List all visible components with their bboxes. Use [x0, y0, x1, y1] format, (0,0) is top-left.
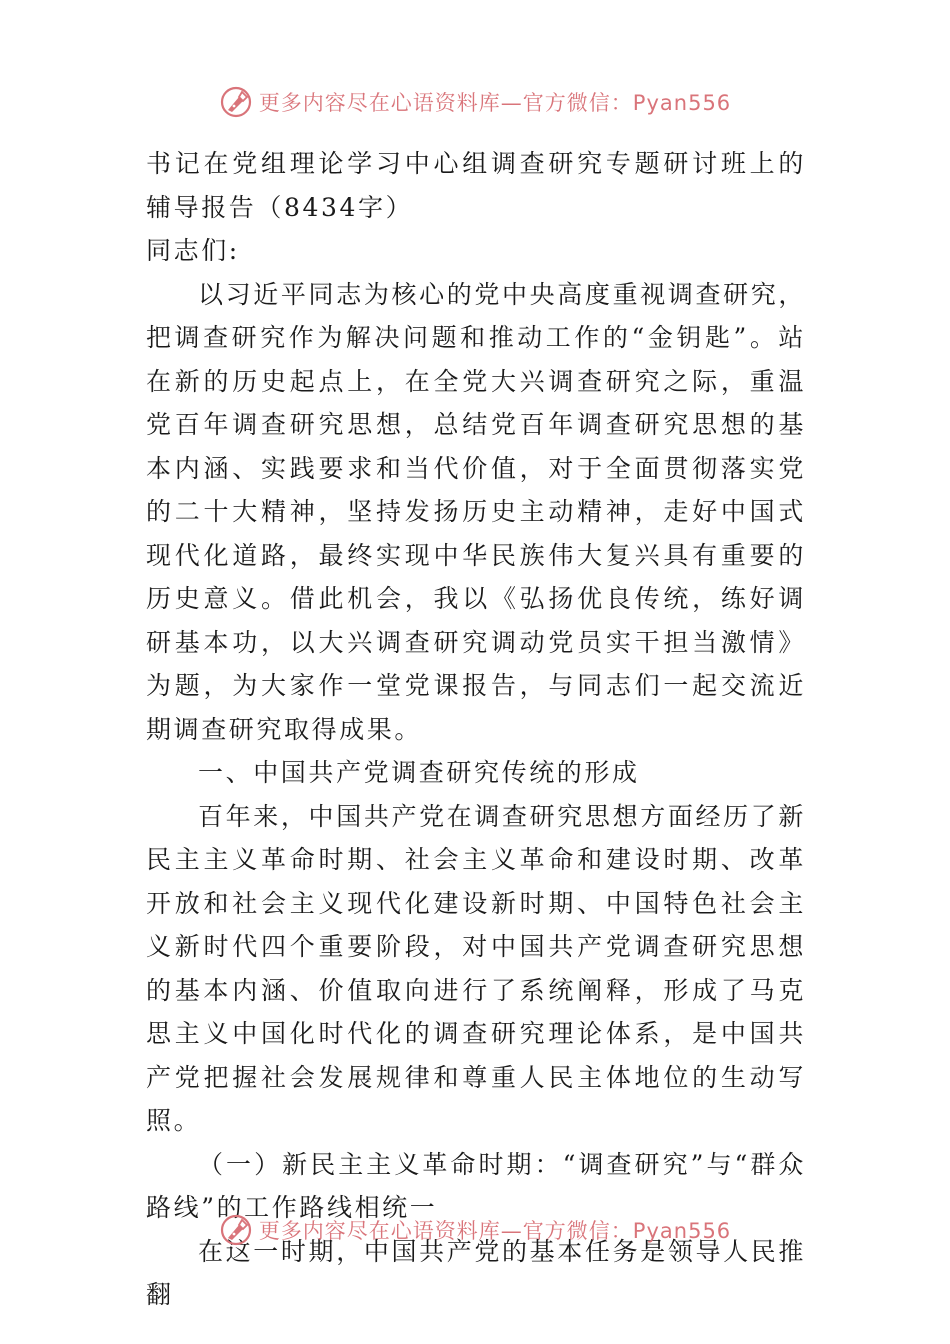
pen-nib-logo-icon	[219, 85, 253, 119]
paragraph-intro: 以习近平同志为核心的党中央高度重视调查研究，把调查研究作为解决问题和推动工作的“金钥匙”。站在新的历史起点上，在全党大兴调查研究之际，重温党百年调查研究思想，总结党百年调查研究思想的基本内涵、实践要求和当代价值，对于全面贯彻落实党的二十大精神，坚持发扬历史主动精神，走好中国式现代化道路，最终实现中华民族伟大复兴具有重要的历史意义。借此机会，我以《弘扬优良传统，练好调研基本功，以大兴调查研究调动党员实干担当激情》为题，为大家作一堂党课报告，与同志们一起交流近期调查研究取得成果。	[146, 279, 806, 744]
subsection-heading-1: （一）新民主主义革命时期：“调查研究”与“群众路线”的工作路线相统一	[146, 1149, 806, 1222]
paragraph-section-1: 百年来，中国共产党在调查研究思想方面经历了新民主主义革命时期、社会主义革命和建设时期、改革开放和社会主义现代化建设新时期、中国特色社会主义新时代四个重要阶段，对中国共产党调查研究思想的基本内涵、价值取向进行了系统阐释，形成了马克思主义中国化时代化的调查研究理论体系，是中国共产党把握社会发展规律和尊重人民主体地位的生动写照。	[146, 801, 806, 1135]
salutation: 同志们:	[146, 236, 240, 265]
paragraph-subsection-1: 在这一时期，中国共产党的基本任务是领导人民推翻	[146, 1236, 806, 1309]
watermark-text: 更多内容尽在心语资料库—官方微信：Pyan556	[258, 1219, 732, 1243]
document-title: 书记在党组理论学习中心组调查研究专题研讨班上的辅导报告（8434字）	[146, 149, 806, 222]
document-body	[146, 142, 806, 1317]
section-heading-1: 一、中国共产党调查研究传统的形成	[198, 758, 640, 787]
header-watermark	[0, 82, 950, 122]
pen-nib-logo-icon	[219, 1213, 253, 1247]
watermark-text: 更多内容尽在心语资料库—官方微信：Pyan556	[258, 91, 732, 115]
footer-watermark	[0, 1210, 950, 1250]
